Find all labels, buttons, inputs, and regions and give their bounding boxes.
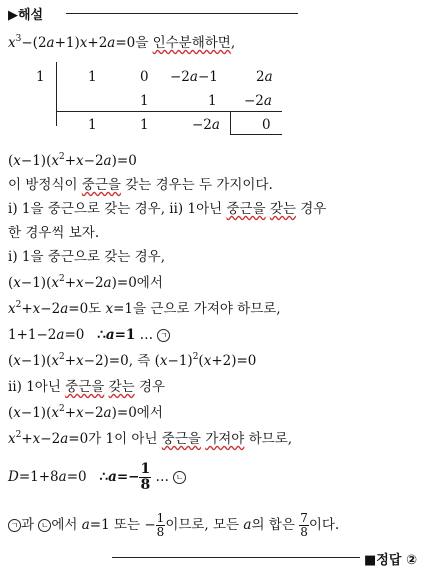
line-conclusion: ㄱ 과 ㄴ 에서 a=1 또는 − $\frac{1}{8}$ 이므로, 모든 a의 합은 $\frac{7}{8}$ 이다. bbox=[8, 512, 339, 539]
line-case2-title: ⅱ) 1아닌 중근을 갖는 경우 bbox=[8, 379, 166, 395]
division-cell: −2a bbox=[192, 117, 220, 133]
answer-label: ■정답 bbox=[364, 553, 402, 568]
line-case2-cond: $x^2+x-2a=0$가 1이 아닌 중근을 가져야 하므로, bbox=[8, 430, 293, 447]
line-case1-solve: 1+1−2a=0 ∴a=1 … ㄱ bbox=[8, 326, 170, 344]
remainder-box bbox=[230, 111, 282, 135]
circle-marker-2: ㄴ bbox=[38, 519, 51, 532]
line-case1-cond: $x^2+x-2a=0$도 x=1을 근으로 가져야 하므로, bbox=[8, 300, 281, 317]
division-cell: 0 bbox=[140, 69, 149, 85]
line-factored: $(x-1)(x^2+x-2a)=0$ bbox=[8, 152, 137, 169]
heading-rule bbox=[66, 13, 298, 14]
circle-marker-1: ㄱ bbox=[8, 519, 21, 532]
fraction-one-eighth-bold: $\frac{1}{8}$ bbox=[140, 461, 151, 493]
solution-heading: ▶해설 bbox=[8, 8, 44, 23]
answer-line bbox=[364, 549, 417, 568]
division-remainder: 0 bbox=[262, 117, 271, 133]
division-cell: 1 bbox=[208, 93, 217, 109]
line-factor-intro: $x^3-(2a+1)x+2a=0$을 인수분해하면, bbox=[8, 34, 236, 51]
division-cell: 1 bbox=[140, 117, 149, 133]
division-cell: −2a−1 bbox=[170, 69, 218, 85]
fraction-seven-eighths: $\frac{7}{8}$ bbox=[300, 511, 308, 539]
line-case1-eq: $(x-1)(x^2+x-2a)=0$에서 bbox=[8, 274, 163, 291]
fraction-one-eighth: $\frac{1}{8}$ bbox=[156, 511, 165, 539]
line-each-case: 한 경우씩 보자. bbox=[8, 225, 100, 241]
line-case1-check: $(x-1)(x^2+x-2)=0$, 즉 $(x-1)^2(x+2)=0$ bbox=[8, 352, 257, 369]
division-cell: 1 bbox=[88, 117, 97, 133]
line-case2-eq: $(x-1)(x^2+x-2a)=0$에서 bbox=[8, 404, 163, 421]
division-cell: 1 bbox=[140, 93, 149, 109]
line-case1-title: ⅰ) 1을 중근으로 갖는 경우, bbox=[8, 249, 165, 265]
division-cell: 1 bbox=[88, 69, 97, 85]
line-case2-solve: D=1+8a=0 ∴a=− $\frac{1}{8}$ … ㄴ bbox=[8, 462, 186, 493]
division-divisor: 1 bbox=[36, 69, 45, 85]
answer-value: ② bbox=[405, 553, 417, 568]
line-cases-list: ⅰ) 1을 중근으로 갖는 경우, ⅱ) 1아닌 중근을 갖는 경우 bbox=[8, 201, 327, 217]
division-cell: −2a bbox=[244, 93, 272, 109]
line-two-cases: 이 방정식이 중근을 갖는 경우는 두 가지이다. bbox=[8, 177, 273, 193]
answer-rule bbox=[112, 557, 360, 558]
division-cell: 2a bbox=[256, 69, 273, 85]
division-vertical-rule bbox=[56, 62, 57, 126]
circle-marker-2: ㄴ bbox=[173, 471, 186, 484]
circle-marker-1: ㄱ bbox=[157, 329, 170, 342]
